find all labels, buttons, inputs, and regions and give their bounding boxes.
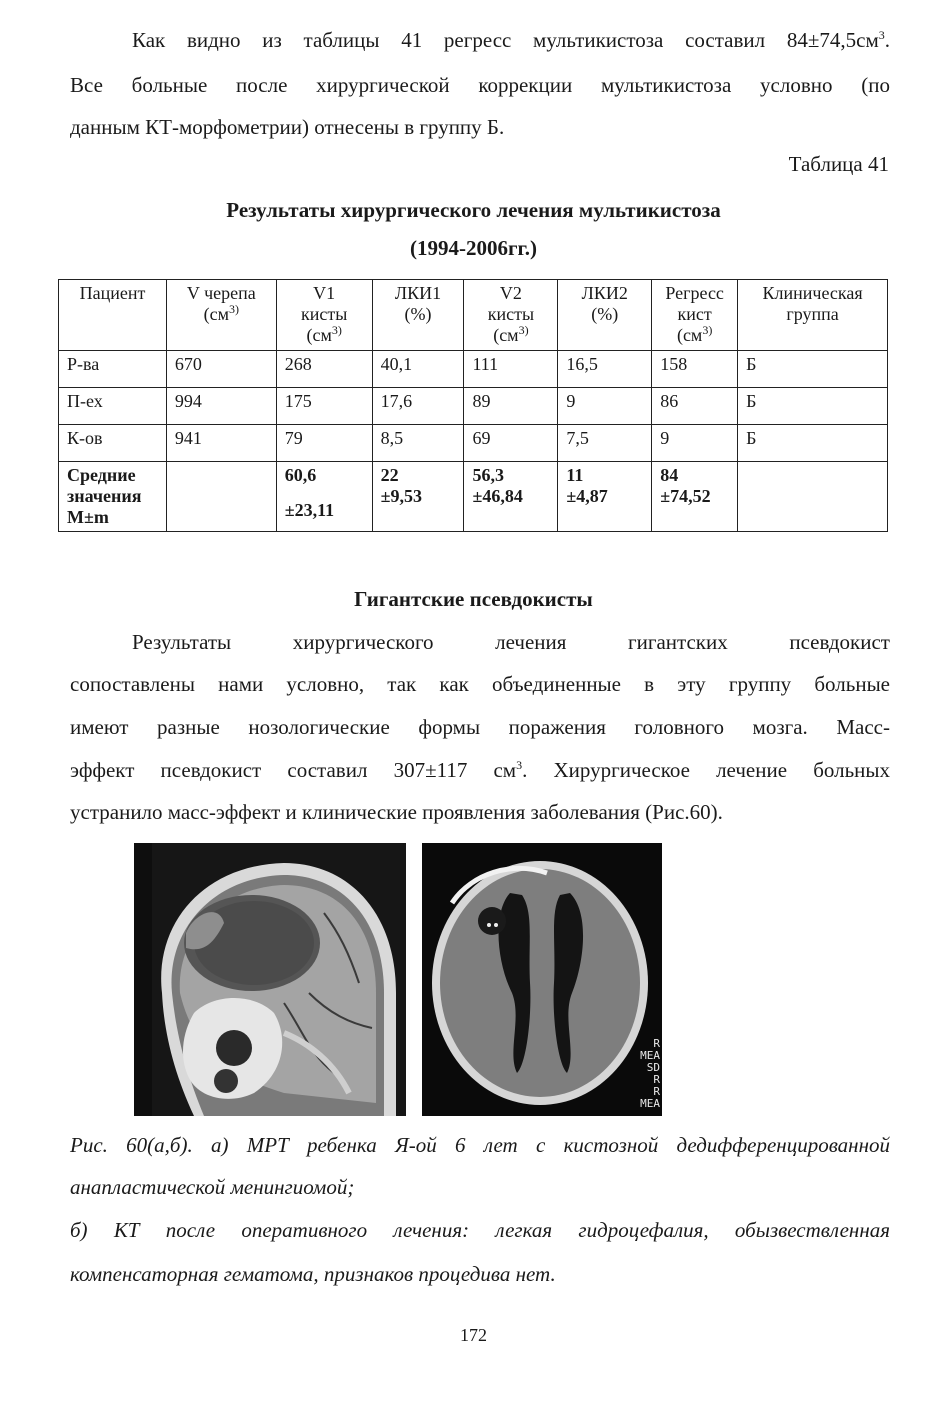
cell-avg-v2: 56,3 ±46,84 (464, 462, 558, 532)
cell-avg-lki1: 22 ±9,53 (372, 462, 464, 532)
cell-avg-vskull (166, 462, 276, 532)
section-line-3: имеют разные нозологические формы поражения головного мозга. Масс- (70, 715, 890, 739)
table-average-row (59, 462, 888, 532)
ct-axial-image (422, 843, 662, 1116)
section-line-4: эффект псевдокист составил 307±117 $см^3$. Хирургическое лечение больных (70, 758, 890, 782)
table-title: Результаты хирургического лечения мультикистоза (226, 198, 721, 222)
table-title-years: (1994-2006гг.) (410, 236, 537, 260)
col-v2: V2 кисты ($см^{3)}$ (464, 280, 558, 351)
cell-lki2: 16,5 (558, 351, 652, 388)
col-vskull: V черепа ($см^{3)}$ (166, 280, 276, 351)
figure-caption-line-4: компенсаторная гематома, признаков процедива нет. (70, 1262, 556, 1286)
cell-lki1: 40,1 (372, 351, 464, 388)
cell-v2: 89 (464, 388, 558, 425)
cell-regress: 9 (652, 425, 738, 462)
cell-group: Б (738, 351, 888, 388)
cell-regress: 158 (652, 351, 738, 388)
col-patient: Пациент (59, 280, 167, 351)
cell-patient: Р-ва (59, 351, 167, 388)
cell-patient: К-ов (59, 425, 167, 462)
figure-caption-line-1: Рис. 60(а,б). а) МРТ ребенка Я-ой 6 лет с кистозной дедифференцированной (70, 1133, 890, 1157)
figure-caption-line-3: б) КТ после оперативного лечения: легкая гидроцефалия, обызвествленная (70, 1218, 890, 1242)
intro-line-1: Как видно из таблицы 41 регресс мультикистоза составил $84\pm 74,5см^3$. (132, 28, 890, 52)
cell-lki1: 17,6 (372, 388, 464, 425)
mri-sagittal-image (134, 843, 406, 1116)
col-v1: V1 кисты ($см^{3)}$ (276, 280, 372, 351)
cell-v2: 111 (464, 351, 558, 388)
col-lki1: ЛКИ1 (%) (372, 280, 464, 351)
col-regress: Регресс кист ($см^{3)}$ (652, 280, 738, 351)
cell-v1: 268 (276, 351, 372, 388)
ct-overlay-text: R MEA SD R R MEA (640, 1037, 660, 1110)
section-line-1: Результаты хирургического лечения гигантских псевдокист (132, 630, 890, 654)
cell-avg-regress: 84 ±74,52 (652, 462, 738, 532)
cell-lki1: 8,5 (372, 425, 464, 462)
cell-avg-group (738, 462, 888, 532)
cell-avg-lki2: 11 ±4,87 (558, 462, 652, 532)
cell-v2: 69 (464, 425, 558, 462)
section-line-5: устранило масс-эффект и клинические проявления заболевания (Рис.60). (70, 800, 723, 824)
intro-line-3: данным КТ-морфометрии) отнесены в группу Б. (70, 115, 505, 139)
table-row (59, 425, 888, 462)
table-header-row (59, 280, 888, 351)
page-number: 172 (460, 1325, 487, 1345)
cell-vskull: 994 (166, 388, 276, 425)
cell-vskull: 941 (166, 425, 276, 462)
table-number: Таблица 41 (788, 152, 889, 176)
cell-vskull: 670 (166, 351, 276, 388)
results-table (58, 279, 888, 532)
cell-avg-label: Средние значения M±m (59, 462, 167, 532)
cell-lki2: 7,5 (558, 425, 652, 462)
cell-group: Б (738, 425, 888, 462)
cell-avg-v1: 60,6 ±23,11 (276, 462, 372, 532)
cell-regress: 86 (652, 388, 738, 425)
cell-v1: 79 (276, 425, 372, 462)
section-heading: Гигантские псевдокисты (354, 587, 593, 611)
cell-v1: 175 (276, 388, 372, 425)
table-row (59, 388, 888, 425)
cell-lki2: 9 (558, 388, 652, 425)
col-group: Клиническая группа (738, 280, 888, 351)
table-row (59, 351, 888, 388)
section-line-2: сопоставлены нами условно, так как объединенные в эту группу больные (70, 672, 890, 696)
intro-line-2: Все больные после хирургической коррекции мультикистоза условно (по (70, 73, 890, 97)
cell-group: Б (738, 388, 888, 425)
col-lki2: ЛКИ2 (%) (558, 280, 652, 351)
cell-patient: П-ех (59, 388, 167, 425)
figure-caption-line-2: анапластической менингиомой; (70, 1175, 355, 1199)
